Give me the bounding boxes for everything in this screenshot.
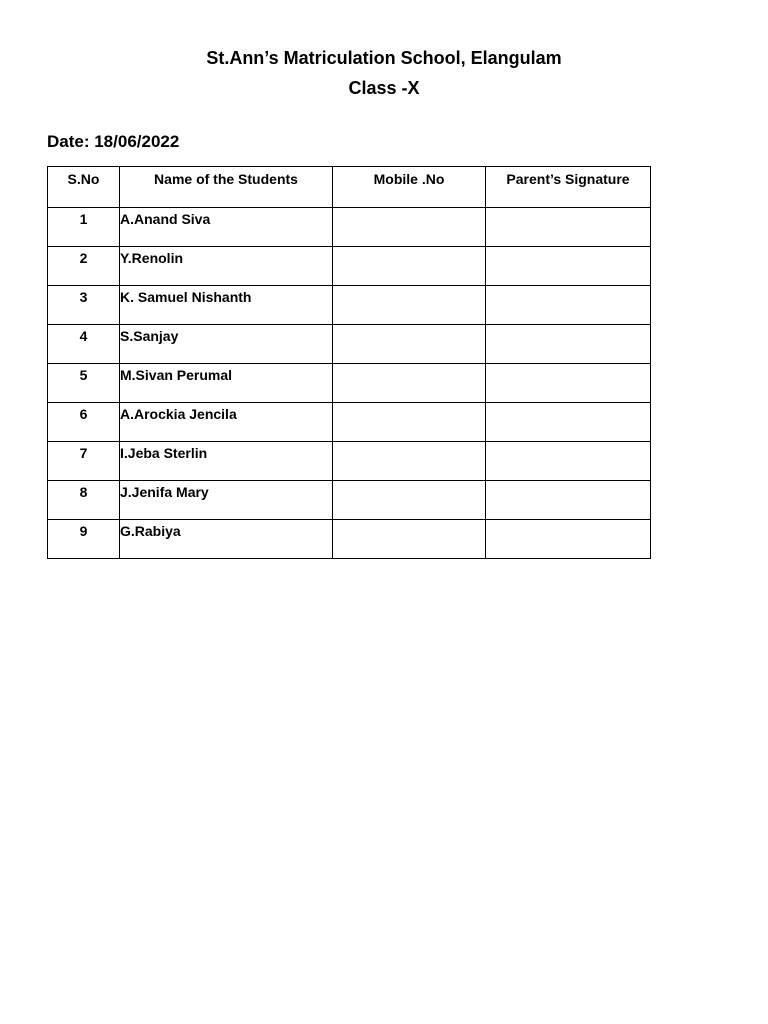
table-row — [48, 442, 651, 481]
cell-mobile — [333, 442, 486, 481]
cell-mobile — [333, 481, 486, 520]
table-row — [48, 247, 651, 286]
table-row — [48, 520, 651, 559]
cell-student-name: G.Rabiya — [120, 520, 333, 559]
cell-student-name: M.Sivan Perumal — [120, 364, 333, 403]
cell-student-name: Y.Renolin — [120, 247, 333, 286]
header-mobile-no: Mobile .No — [333, 167, 486, 208]
header-parent-signature: Parent’s Signature — [486, 167, 651, 208]
cell-mobile — [333, 286, 486, 325]
header-student-name: Name of the Students — [120, 167, 333, 208]
cell-signature — [486, 208, 651, 247]
table-row — [48, 325, 651, 364]
cell-sno: 9 — [48, 520, 120, 559]
cell-signature — [486, 520, 651, 559]
cell-sno: 3 — [48, 286, 120, 325]
cell-mobile — [333, 325, 486, 364]
cell-sno: 5 — [48, 364, 120, 403]
school-name-title: St.Ann’s Matriculation School, Elangulam — [206, 48, 562, 68]
cell-mobile — [333, 208, 486, 247]
header-sno: S.No — [48, 167, 120, 208]
table-row — [48, 403, 651, 442]
cell-sno: 4 — [48, 325, 120, 364]
cell-signature — [486, 403, 651, 442]
cell-sno: 7 — [48, 442, 120, 481]
cell-signature — [486, 325, 651, 364]
cell-signature — [486, 286, 651, 325]
cell-student-name: S.Sanjay — [120, 325, 333, 364]
student-signature-table — [47, 166, 651, 559]
table-row — [48, 364, 651, 403]
cell-sno: 1 — [48, 208, 120, 247]
cell-signature — [486, 481, 651, 520]
cell-student-name: A.Arockia Jencila — [120, 403, 333, 442]
cell-mobile — [333, 520, 486, 559]
table-row — [48, 208, 651, 247]
cell-student-name: K. Samuel Nishanth — [120, 286, 333, 325]
cell-student-name: I.Jeba Sterlin — [120, 442, 333, 481]
date-label: Date: 18/06/2022 — [47, 132, 180, 151]
cell-signature — [486, 442, 651, 481]
cell-student-name: A.Anand Siva — [120, 208, 333, 247]
cell-sno: 8 — [48, 481, 120, 520]
cell-mobile — [333, 403, 486, 442]
cell-signature — [486, 364, 651, 403]
cell-mobile — [333, 247, 486, 286]
table-header-row — [48, 167, 651, 208]
table-row — [48, 286, 651, 325]
cell-student-name: J.Jenifa Mary — [120, 481, 333, 520]
class-title: Class -X — [348, 78, 420, 98]
table-row — [48, 481, 651, 520]
cell-signature — [486, 247, 651, 286]
cell-sno: 2 — [48, 247, 120, 286]
cell-sno: 6 — [48, 403, 120, 442]
cell-mobile — [333, 364, 486, 403]
